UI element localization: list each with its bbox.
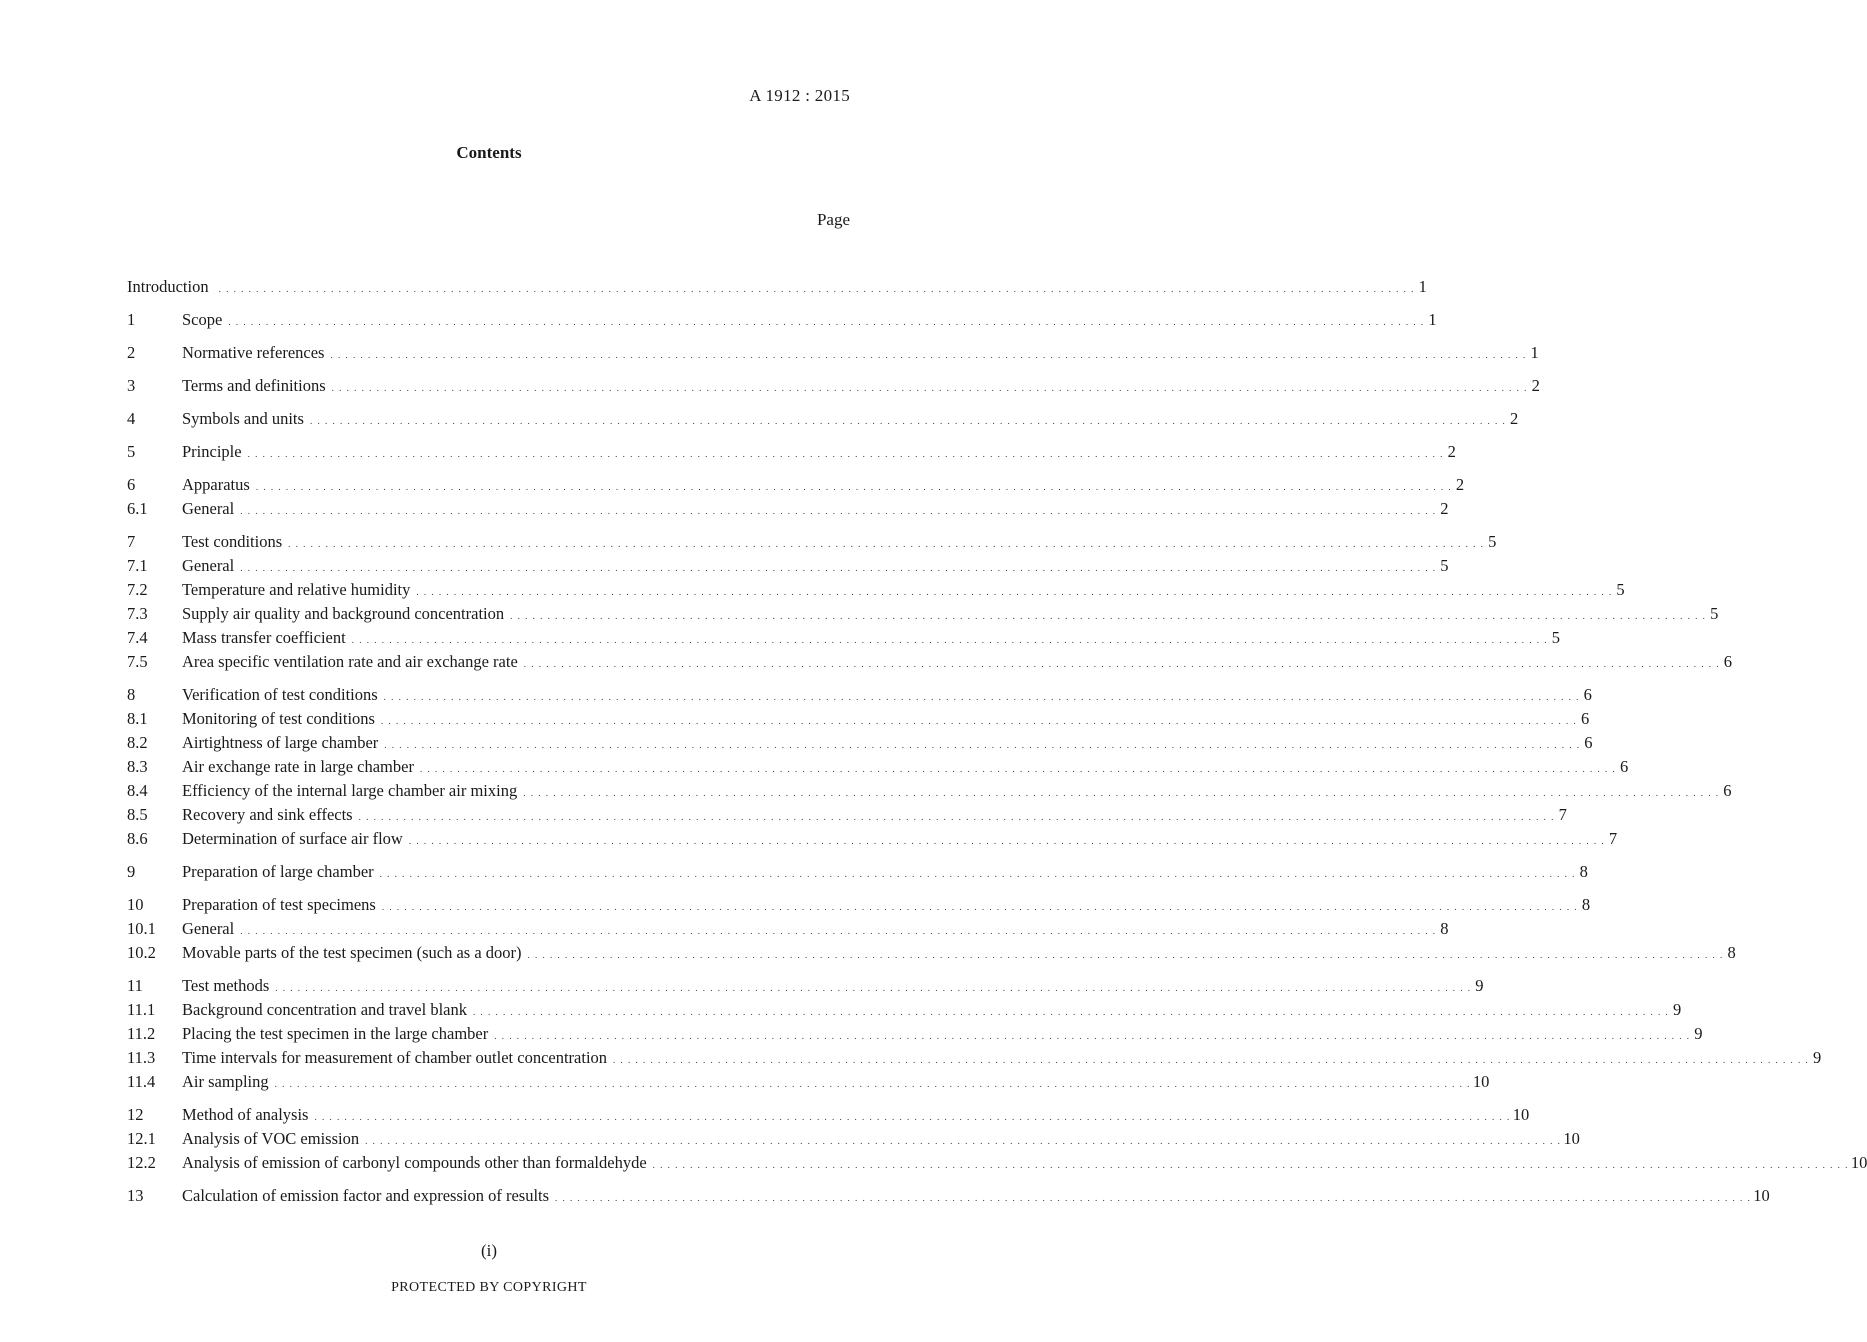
- toc-entry[interactable]: [127, 941, 1736, 965]
- toc-entry-page: 5: [1488, 532, 1497, 551]
- toc-entry-number: 11.4: [127, 1072, 156, 1091]
- toc-entry-number: 7.2: [127, 580, 148, 599]
- toc-entry[interactable]: [127, 707, 1590, 731]
- toc-entry[interactable]: [127, 308, 1437, 332]
- dot-leader: . . . . . . . . . . . . . . . . . . . . . . . . . . . . . . . . . . . . . . . . . . . . . . . . . . . . . . . . . . . . . . . . . . . . . . . . . . . . . . . . . . . . . . . . . . . . . . . . . . . . . . . . . . . . . . . . . . . . . . . . . . . . . . . . . . . . . . . . . . . . . . . . . . . . . . . . . . . . . . . .: [255, 482, 1453, 492]
- toc-entry[interactable]: [127, 602, 1719, 626]
- toc-group: [127, 308, 1437, 332]
- toc-entry-page: 1: [1428, 310, 1437, 329]
- dot-leader: . . . . . . . . . . . . . . . . . . . . . . . . . . . . . . . . . . . . . . . . . . . . . . . . . . . . . . . . . . . . . . . . . . . . . . . . . . . . . . . . . . . . . . . . . . . . . . . . . . . . . . . . . . . . . . . . . . . . . . . . . . . . . . . . . . . . . . . . . . . . . . . . . . . . . . . . . . . . . . . .: [383, 692, 1580, 702]
- toc-entry-page: 2: [1509, 409, 1519, 428]
- toc-entry-title: Verification of test conditions: [182, 685, 378, 704]
- toc-entry-page: 8: [1440, 919, 1449, 938]
- toc-entry-title: Airtightness of large chamber: [182, 733, 379, 752]
- toc-entry-title: General: [182, 499, 235, 518]
- toc-entry-number: 9: [127, 862, 136, 881]
- dot-leader: . . . . . . . . . . . . . . . . . . . . . . . . . . . . . . . . . . . . . . . . . . . . . . . . . . . . . . . . . . . . . . . . . . . . . . . . . . . . . . . . . . . . . . . . . . . . . . . . . . . . . . . . . . . . . . . . . . . . . . . . . . . . . . . . . . . . . . . . . . . . . . . . . . . . . . . . . . . . . . . .: [240, 563, 1437, 573]
- toc-entry-page: 6: [1584, 733, 1593, 752]
- toc-entry[interactable]: [127, 497, 1449, 521]
- toc-entry-page: 10: [1472, 1072, 1490, 1091]
- dot-leader: . . . . . . . . . . . . . . . . . . . . . . . . . . . . . . . . . . . . . . . . . . . . . . . . . . . . . . . . . . . . . . . . . . . . . . . . . . . . . . . . . . . . . . . . . . . . . . . . . . . . . . . . . . . . . . . . . . . . . . . . . . . . . . . . . . . . . . . . . . . . . . . . . . . . . . . . . . . . . . . .: [384, 740, 1581, 750]
- toc-group: [127, 893, 1736, 965]
- page-column-label: Page: [816, 210, 850, 229]
- dot-leader: . . . . . . . . . . . . . . . . . . . . . . . . . . . . . . . . . . . . . . . . . . . . . . . . . . . . . . . . . . . . . . . . . . . . . . . . . . . . . . . . . . . . . . . . . . . . . . . . . . . . . . . . . . . . . . . . . . . . . . . . . . . . . . . . . . . . . . . . . . . . . . . . . . . . . . . . . . . . . . . .: [494, 1031, 1691, 1041]
- toc-entry-title: Movable parts of the test specimen (such as a door): [182, 943, 522, 962]
- toc-entry-number: 7.3: [127, 604, 148, 623]
- toc-entry[interactable]: [127, 755, 1629, 779]
- toc-entry-number: 8.4: [127, 781, 148, 800]
- toc-entry-page: 10: [1512, 1105, 1530, 1124]
- dot-leader: . . . . . . . . . . . . . . . . . . . . . . . . . . . . . . . . . . . . . . . . . . . . . . . . . . . . . . . . . . . . . . . . . . . . . . . . . . . . . . . . . . . . . . . . . . . . . . . . . . . . . . . . . . . . . . . . . . . . . . . . . . . . . . . . . . . . . . . . . . . . . . . . . . . . . . . . . . . . . . . .: [555, 1193, 1752, 1203]
- toc-entry-page: 6: [1580, 709, 1590, 728]
- toc-entry-number: 7.1: [127, 556, 148, 575]
- dot-leader: . . . . . . . . . . . . . . . . . . . . . . . . . . . . . . . . . . . . . . . . . . . . . . . . . . . . . . . . . . . . . . . . . . . . . . . . . . . . . . . . . . . . . . . . . . . . . . . . . . . . . . . . . . . . . . . . . . . . . . . . . . . . . . . . . . . . . . . . . . . . . . . . . . . . . . . . . . . . . . . .: [218, 284, 1415, 294]
- toc-entry-number: 7.4: [127, 628, 148, 647]
- dot-leader: . . . . . . . . . . . . . . . . . . . . . . . . . . . . . . . . . . . . . . . . . . . . . . . . . . . . . . . . . . . . . . . . . . . . . . . . . . . . . . . . . . . . . . . . . . . . . . . . . . . . . . . . . . . . . . . . . . . . . . . . . . . . . . . . . . . . . . . . . . . . . . . . . . . . . . . . . . . . . . . .: [527, 950, 1724, 960]
- toc-group: [127, 683, 1732, 851]
- toc-entry-number: 5: [127, 442, 136, 461]
- dot-leader: . . . . . . . . . . . . . . . . . . . . . . . . . . . . . . . . . . . . . . . . . . . . . . . . . . . . . . . . . . . . . . . . . . . . . . . . . . . . . . . . . . . . . . . . . . . . . . . . . . . . . . . . . . . . . . . . . . . . . . . . . . . . . . . . . . . . . . . . . . . . . . . . . . . . . . . . . . . . . . . .: [228, 317, 1425, 327]
- toc-entry-title: Introduction: [127, 277, 209, 296]
- dot-leader: . . . . . . . . . . . . . . . . . . . . . . . . . . . . . . . . . . . . . . . . . . . . . . . . . . . . . . . . . . . . . . . . . . . . . . . . . . . . . . . . . . . . . . . . . . . . . . . . . . . . . . . . . . . . . . . . . . . . . . . . . . . . . . . . . . . . . . . . . . . . . . . . . . . . . . . . . . . . . . . .: [380, 716, 1578, 726]
- toc-entry-page: 5: [1616, 580, 1625, 599]
- toc-entry[interactable]: [127, 974, 1484, 998]
- dot-leader: . . . . . . . . . . . . . . . . . . . . . . . . . . . . . . . . . . . . . . . . . . . . . . . . . . . . . . . . . . . . . . . . . . . . . . . . . . . . . . . . . . . . . . . . . . . . . . . . . . . . . . . . . . . . . . . . . . . . . . . . . . . . . . . . . . . . . . . . . . . . . . . . . . . . . . . . . . . . . . . .: [365, 1136, 1562, 1146]
- toc-entry[interactable]: [127, 626, 1560, 650]
- toc-group: [127, 407, 1519, 431]
- toc-entry-title: Principle: [182, 442, 242, 461]
- toc-entry-title: Apparatus: [182, 475, 250, 494]
- toc-entry-title: Normative references: [182, 343, 325, 362]
- toc-entry[interactable]: [127, 893, 1591, 917]
- toc-group: [127, 374, 1540, 398]
- toc-entry[interactable]: [127, 1103, 1530, 1127]
- dot-leader: . . . . . . . . . . . . . . . . . . . . . . . . . . . . . . . . . . . . . . . . . . . . . . . . . . . . . . . . . . . . . . . . . . . . . . . . . . . . . . . . . . . . . . . . . . . . . . . . . . . . . . . . . . . . . . . . . . . . . . . . . . . . . . . . . . . . . . . . . . . . . . . . . . . . . . . . . . . . . . . .: [408, 836, 1606, 846]
- toc-entry-page: 2: [1531, 376, 1540, 395]
- toc-entry-number: 12.2: [127, 1153, 156, 1172]
- dot-leader: . . . . . . . . . . . . . . . . . . . . . . . . . . . . . . . . . . . . . . . . . . . . . . . . . . . . . . . . . . . . . . . . . . . . . . . . . . . . . . . . . . . . . . . . . . . . . . . . . . . . . . . . . . . . . . . . . . . . . . . . . . . . . . . . . . . . . . . . . . . . . . . . . . . . . . . . . . . . . . . .: [419, 764, 1617, 774]
- toc-group: [127, 440, 1456, 464]
- toc-entry-number: 8.6: [127, 829, 148, 848]
- toc-entry-number: 11.2: [127, 1024, 156, 1043]
- toc-entry-number: 6.1: [127, 499, 148, 518]
- toc-entry-number: 4: [127, 409, 136, 428]
- toc-entry-title: Placing the test specimen in the large chamber: [182, 1024, 489, 1043]
- dot-leader: . . . . . . . . . . . . . . . . . . . . . . . . . . . . . . . . . . . . . . . . . . . . . . . . . . . . . . . . . . . . . . . . . . . . . . . . . . . . . . . . . . . . . . . . . . . . . . . . . . . . . . . . . . . . . . . . . . . . . . . . . . . . . . . . . . . . . . . . . . . . . . . . . . . . . . . . . . . . . . . .: [240, 926, 1437, 936]
- toc-entry[interactable]: [127, 407, 1519, 431]
- toc-entry[interactable]: [127, 803, 1567, 827]
- footer-page-number: (i): [480, 1241, 498, 1260]
- toc-entry-title: Time intervals for measurement of chamber outlet concentration: [182, 1048, 608, 1067]
- toc-entry-page: 10: [1850, 1153, 1867, 1172]
- toc-entry-title: Symbols and units: [182, 409, 304, 428]
- toc-group: [127, 341, 1539, 365]
- toc-entry[interactable]: [127, 341, 1539, 365]
- toc-entry-number: 3: [127, 376, 136, 395]
- dot-leader: . . . . . . . . . . . . . . . . . . . . . . . . . . . . . . . . . . . . . . . . . . . . . . . . . . . . . . . . . . . . . . . . . . . . . . . . . . . . . . . . . . . . . . . . . . . . . . . . . . . . . . . . . . . . . . . . . . . . . . . . . . . . . . . . . . . . . . . . . . . . . . . . . . . . . . . . . . . . . . . .: [523, 659, 1721, 669]
- dot-leader: . . . . . . . . . . . . . . . . . . . . . . . . . . . . . . . . . . . . . . . . . . . . . . . . . . . . . . . . . . . . . . . . . . . . . . . . . . . . . . . . . . . . . . . . . . . . . . . . . . . . . . . . . . . . . . . . . . . . . . . . . . . . . . . . . . . . . . . . . . . . . . . . . . . . . . . . . . . . . . . .: [613, 1055, 1810, 1065]
- dot-leader: . . . . . . . . . . . . . . . . . . . . . . . . . . . . . . . . . . . . . . . . . . . . . . . . . . . . . . . . . . . . . . . . . . . . . . . . . . . . . . . . . . . . . . . . . . . . . . . . . . . . . . . . . . . . . . . . . . . . . . . . . . . . . . . . . . . . . . . . . . . . . . . . . . . . . . . . . . . . . . . .: [379, 869, 1576, 879]
- toc-entry[interactable]: [127, 1022, 1703, 1046]
- toc-entry-title: Mass transfer coefficient: [182, 628, 346, 647]
- document-number: A 1912 : 2015: [749, 86, 850, 105]
- toc-entry-number: 11.3: [127, 1048, 156, 1067]
- copyright-notice: PROTECTED BY COPYRIGHT: [391, 1280, 587, 1295]
- toc-entry-number: 1: [127, 310, 136, 329]
- toc-group: [127, 275, 1427, 299]
- toc-entry-title: Method of analysis: [182, 1105, 309, 1124]
- dot-leader: . . . . . . . . . . . . . . . . . . . . . . . . . . . . . . . . . . . . . . . . . . . . . . . . . . . . . . . . . . . . . . . . . . . . . . . . . . . . . . . . . . . . . . . . . . . . . . . . . . . . . . . . . . . . . . . . . . . . . . . . . . . . . . . . . . . . . . . . . . . . . . . . . . . . . . . . . . . . . . . .: [275, 983, 1472, 993]
- toc-entry-title: Preparation of large chamber: [182, 862, 374, 881]
- toc-entry-number: 8.1: [127, 709, 148, 728]
- toc-entry-title: Efficiency of the internal large chamber air mixing: [182, 781, 518, 800]
- toc-entry-page: 2: [1447, 442, 1456, 461]
- toc-entry[interactable]: [127, 1184, 1770, 1208]
- toc-entry-title: Area specific ventilation rate and air exchange rate: [182, 652, 518, 671]
- dot-leader: . . . . . . . . . . . . . . . . . . . . . . . . . . . . . . . . . . . . . . . . . . . . . . . . . . . . . . . . . . . . . . . . . . . . . . . . . . . . . . . . . . . . . . . . . . . . . . . . . . . . . . . . . . . . . . . . . . . . . . . . . . . . . . . . . . . . . . . . . . . . . . . . . . . . . . . . . . . . . . . .: [331, 383, 1528, 393]
- dot-leader: . . . . . . . . . . . . . . . . . . . . . . . . . . . . . . . . . . . . . . . . . . . . . . . . . . . . . . . . . . . . . . . . . . . . . . . . . . . . . . . . . . . . . . . . . . . . . . . . . . . . . . . . . . . . . . . . . . . . . . . . . . . . . . . . . . . . . . . . . . . . . . . . . . . . . . . . . . . . . . . .: [358, 812, 1555, 822]
- toc-entry-page: 2: [1455, 475, 1465, 494]
- toc-entry-number: 8.5: [127, 805, 148, 824]
- toc-entry-page: 5: [1710, 604, 1719, 623]
- toc-entry-title: Temperature and relative humidity: [182, 580, 411, 599]
- toc-entry-title: Recovery and sink effects: [182, 805, 353, 824]
- toc-entry-page: 10: [1753, 1186, 1770, 1205]
- toc-entry-number: 7.5: [127, 652, 148, 671]
- toc-entry-title: Calculation of emission factor and expression of results: [182, 1186, 550, 1205]
- dot-leader: . . . . . . . . . . . . . . . . . . . . . . . . . . . . . . . . . . . . . . . . . . . . . . . . . . . . . . . . . . . . . . . . . . . . . . . . . . . . . . . . . . . . . . . . . . . . . . . . . . . . . . . . . . . . . . . . . . . . . . . . . . . . . . . . . . . . . . . . . . . . . . . . . . . . . . . . . . . . . . . .: [416, 587, 1613, 597]
- toc-entry[interactable]: [127, 554, 1449, 578]
- toc-group: [127, 974, 1822, 1094]
- toc-entry-title: Supply air quality and background concentration: [182, 604, 505, 623]
- toc-entry-number: 12: [127, 1105, 144, 1124]
- toc-entry[interactable]: [127, 917, 1449, 941]
- toc-entry-title: Test conditions: [182, 532, 283, 551]
- toc-entry-page: 9: [1672, 1000, 1682, 1019]
- contents-title: Contents: [456, 143, 522, 162]
- toc-entry[interactable]: [127, 650, 1733, 674]
- toc-entry-number: 10.2: [127, 943, 156, 962]
- toc-group: [127, 473, 1465, 521]
- toc-entry-page: 1: [1418, 277, 1427, 296]
- toc-entry-page: 8: [1727, 943, 1736, 962]
- dot-leader: . . . . . . . . . . . . . . . . . . . . . . . . . . . . . . . . . . . . . . . . . . . . . . . . . . . . . . . . . . . . . . . . . . . . . . . . . . . . . . . . . . . . . . . . . . . . . . . . . . . . . . . . . . . . . . . . . . . . . . . . . . . . . . . . . . . . . . . . . . . . . . . . . . . . . . . . . . . . . . . .: [274, 1079, 1471, 1089]
- toc-group: [127, 530, 1733, 674]
- toc-entry-title: Analysis of emission of carbonyl compounds other than formaldehyde: [182, 1153, 647, 1172]
- toc-entry[interactable]: [127, 1127, 1580, 1151]
- toc-entry-number: 8: [127, 685, 136, 704]
- toc-entry[interactable]: [127, 275, 1427, 299]
- toc-entry[interactable]: [127, 374, 1540, 398]
- toc-entry-number: 2: [127, 343, 136, 362]
- toc-group: [127, 860, 1588, 884]
- toc-entry-page: 8: [1581, 895, 1591, 914]
- toc-entry-title: Test methods: [182, 976, 270, 995]
- toc-entry-page: 1: [1530, 343, 1539, 362]
- toc-entry-title: General: [182, 919, 235, 938]
- dot-leader: . . . . . . . . . . . . . . . . . . . . . . . . . . . . . . . . . . . . . . . . . . . . . . . . . . . . . . . . . . . . . . . . . . . . . . . . . . . . . . . . . . . . . . . . . . . . . . . . . . . . . . . . . . . . . . . . . . . . . . . . . . . . . . . . . . . . . . . . . . . . . . . . . . . . . . . . . . . . . . . .: [510, 611, 1707, 621]
- toc-entry[interactable]: [127, 731, 1593, 755]
- toc-entry-page: 2: [1440, 499, 1449, 518]
- toc-entry-page: 7: [1608, 829, 1618, 848]
- toc-entry[interactable]: [127, 578, 1625, 602]
- toc-entry-page: 6: [1583, 685, 1592, 704]
- dot-leader: . . . . . . . . . . . . . . . . . . . . . . . . . . . . . . . . . . . . . . . . . . . . . . . . . . . . . . . . . . . . . . . . . . . . . . . . . . . . . . . . . . . . . . . . . . . . . . . . . . . . . . . . . . . . . . . . . . . . . . . . . . . . . . . . . . . . . . . . . . . . . . . . . . . . . . . . . . . . . . . .: [652, 1160, 1849, 1170]
- toc-entry[interactable]: [127, 683, 1592, 707]
- toc-entry-title: Air exchange rate in large chamber: [182, 757, 414, 776]
- toc-entry[interactable]: [127, 440, 1456, 464]
- toc-entry-title: General: [182, 556, 235, 575]
- toc-entry[interactable]: [127, 473, 1465, 497]
- toc-group: [127, 1184, 1770, 1208]
- toc-entry-title: Background concentration and travel blank: [182, 1000, 467, 1019]
- toc-entry-page: 6: [1723, 781, 1732, 800]
- toc-entry-title: Preparation of test specimens: [182, 895, 376, 914]
- dot-leader: . . . . . . . . . . . . . . . . . . . . . . . . . . . . . . . . . . . . . . . . . . . . . . . . . . . . . . . . . . . . . . . . . . . . . . . . . . . . . . . . . . . . . . . . . . . . . . . . . . . . . . . . . . . . . . . . . . . . . . . . . . . . . . . . . . . . . . . . . . . . . . . . . . . . . . . . . . . . . . . .: [288, 539, 1485, 549]
- toc-entry-number: 10.1: [127, 919, 156, 938]
- toc-entry-number: 12.1: [127, 1129, 156, 1148]
- toc-entry-page: 10: [1563, 1129, 1580, 1148]
- toc-entry-number: 10: [127, 895, 144, 914]
- toc-entry-title: Determination of surface air flow: [182, 829, 403, 848]
- dot-leader: . . . . . . . . . . . . . . . . . . . . . . . . . . . . . . . . . . . . . . . . . . . . . . . . . . . . . . . . . . . . . . . . . . . . . . . . . . . . . . . . . . . . . . . . . . . . . . . . . . . . . . . . . . . . . . . . . . . . . . . . . . . . . . . . . . . . . . . . . . . . . . . . . . . . . . . . . . . . . . . .: [314, 1112, 1511, 1122]
- toc-entry-title: Analysis of VOC emission: [182, 1129, 360, 1148]
- toc-entry[interactable]: [127, 998, 1682, 1022]
- toc-entry-page: 5: [1551, 628, 1560, 647]
- toc-entry[interactable]: [127, 779, 1732, 803]
- toc-entry[interactable]: [127, 860, 1588, 884]
- dot-leader: . . . . . . . . . . . . . . . . . . . . . . . . . . . . . . . . . . . . . . . . . . . . . . . . . . . . . . . . . . . . . . . . . . . . . . . . . . . . . . . . . . . . . . . . . . . . . . . . . . . . . . . . . . . . . . . . . . . . . . . . . . . . . . . . . . . . . . . . . . . . . . . . . . . . . . . . . . . . . . . .: [381, 902, 1579, 912]
- toc-entry-number: 6: [127, 475, 136, 494]
- toc-entry-title: Scope: [182, 310, 223, 329]
- toc-entry-number: 11.1: [127, 1000, 156, 1019]
- toc-entry-number: 8.3: [127, 757, 148, 776]
- toc-entry-page: 9: [1694, 1024, 1703, 1043]
- toc-entry-page: 5: [1440, 556, 1449, 575]
- toc-entry-page: 8: [1579, 862, 1588, 881]
- dot-leader: . . . . . . . . . . . . . . . . . . . . . . . . . . . . . . . . . . . . . . . . . . . . . . . . . . . . . . . . . . . . . . . . . . . . . . . . . . . . . . . . . . . . . . . . . . . . . . . . . . . . . . . . . . . . . . . . . . . . . . . . . . . . . . . . . . . . . . . . . . . . . . . . . . . . . . . . . . . . . . . .: [247, 449, 1444, 459]
- toc-entry-page: 9: [1475, 976, 1484, 995]
- dot-leader: . . . . . . . . . . . . . . . . . . . . . . . . . . . . . . . . . . . . . . . . . . . . . . . . . . . . . . . . . . . . . . . . . . . . . . . . . . . . . . . . . . . . . . . . . . . . . . . . . . . . . . . . . . . . . . . . . . . . . . . . . . . . . . . . . . . . . . . . . . . . . . . . . . . . . . . . . . . . . . . .: [523, 788, 1720, 798]
- toc-entry-page: 9: [1813, 1048, 1822, 1067]
- toc-entry-page: 6: [1619, 757, 1629, 776]
- toc-entry-page: 7: [1558, 805, 1567, 824]
- toc-entry[interactable]: [127, 827, 1618, 851]
- toc-entry[interactable]: [127, 1046, 1822, 1070]
- toc-entry-page: 6: [1723, 652, 1733, 671]
- toc-entry-number: 13: [127, 1186, 144, 1205]
- dot-leader: . . . . . . . . . . . . . . . . . . . . . . . . . . . . . . . . . . . . . . . . . . . . . . . . . . . . . . . . . . . . . . . . . . . . . . . . . . . . . . . . . . . . . . . . . . . . . . . . . . . . . . . . . . . . . . . . . . . . . . . . . . . . . . . . . . . . . . . . . . . . . . . . . . . . . . . . . . . . . . . .: [309, 416, 1507, 426]
- dot-leader: . . . . . . . . . . . . . . . . . . . . . . . . . . . . . . . . . . . . . . . . . . . . . . . . . . . . . . . . . . . . . . . . . . . . . . . . . . . . . . . . . . . . . . . . . . . . . . . . . . . . . . . . . . . . . . . . . . . . . . . . . . . . . . . . . . . . . . . . . . . . . . . . . . . . . . . . . . . . . . . .: [240, 506, 1437, 516]
- toc-entry-number: 11: [127, 976, 143, 995]
- toc-entry-number: 7: [127, 532, 136, 551]
- toc-group: [127, 1103, 1867, 1175]
- dot-leader: . . . . . . . . . . . . . . . . . . . . . . . . . . . . . . . . . . . . . . . . . . . . . . . . . . . . . . . . . . . . . . . . . . . . . . . . . . . . . . . . . . . . . . . . . . . . . . . . . . . . . . . . . . . . . . . . . . . . . . . . . . . . . . . . . . . . . . . . . . . . . . . . . . . . . . . . . . . . . . . .: [472, 1007, 1670, 1017]
- toc-entry-title: Terms and definitions: [182, 376, 326, 395]
- toc-entry-number: 8.2: [127, 733, 148, 752]
- toc-entry-title: Monitoring of test conditions: [182, 709, 375, 728]
- toc-entry-title: Air sampling: [182, 1072, 269, 1091]
- toc-entry[interactable]: [127, 530, 1497, 554]
- dot-leader: . . . . . . . . . . . . . . . . . . . . . . . . . . . . . . . . . . . . . . . . . . . . . . . . . . . . . . . . . . . . . . . . . . . . . . . . . . . . . . . . . . . . . . . . . . . . . . . . . . . . . . . . . . . . . . . . . . . . . . . . . . . . . . . . . . . . . . . . . . . . . . . . . . . . . . . . . . . . . . . .: [330, 350, 1527, 360]
- toc-entry[interactable]: [127, 1070, 1490, 1094]
- table-of-contents: [127, 275, 1867, 1217]
- toc-entry[interactable]: [127, 1151, 1867, 1175]
- dot-leader: . . . . . . . . . . . . . . . . . . . . . . . . . . . . . . . . . . . . . . . . . . . . . . . . . . . . . . . . . . . . . . . . . . . . . . . . . . . . . . . . . . . . . . . . . . . . . . . . . . . . . . . . . . . . . . . . . . . . . . . . . . . . . . . . . . . . . . . . . . . . . . . . . . . . . . . . . . . . . . . .: [351, 635, 1548, 645]
